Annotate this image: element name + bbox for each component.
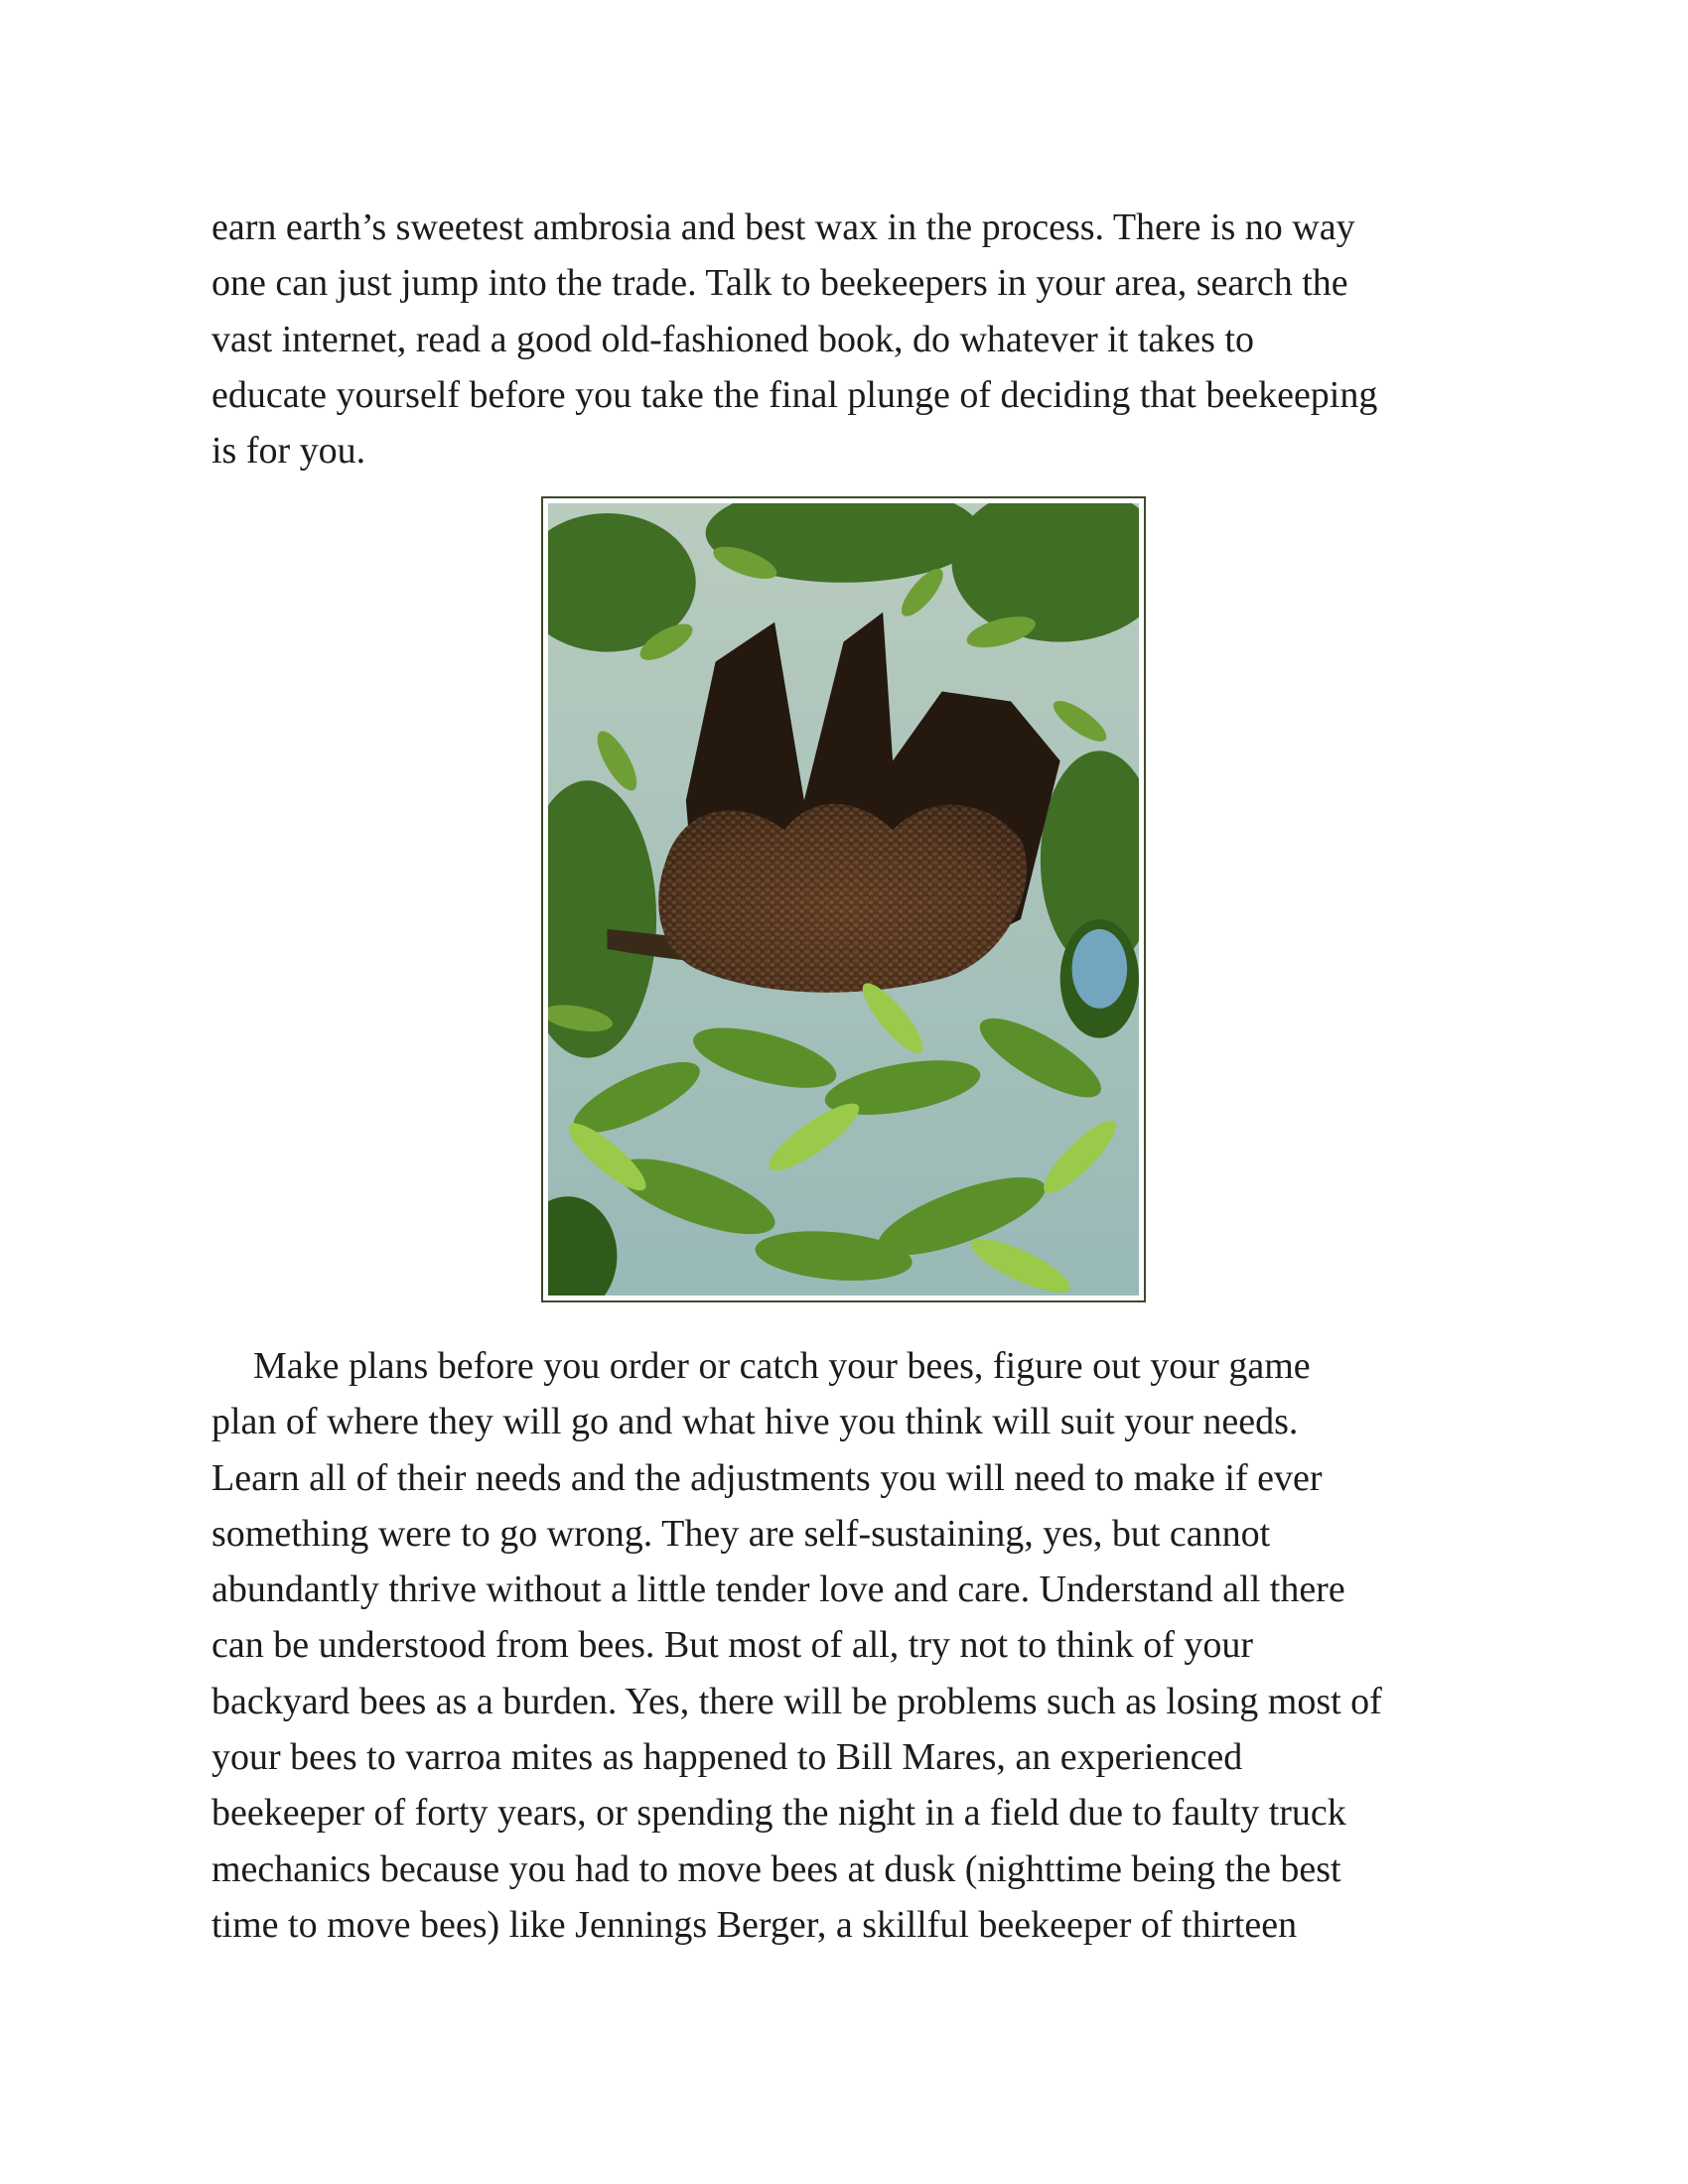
text-line: your bees to varroa mites as happened to Bill Mares, an experienced [211,1736,1243,1779]
text-line: plan of where they will go and what hive you think will suit your needs. [211,1401,1299,1443]
text-line: beekeeper of forty years, or spending the night in a field due to faulty truck [211,1792,1346,1835]
bee-swarm-photo [541,496,1146,1302]
paragraph-bottom [211,1338,1502,1953]
text-line: mechanics because you had to move bees at dusk (nighttime being the best [211,1847,1341,1890]
text-line: time to move bees) like Jennings Berger, a skillful beekeeper of thirteen [211,1903,1298,1946]
paragraph-top [211,200,1502,478]
text-line: backyard bees as a burden. Yes, there will be problems such as losing most of [211,1680,1382,1722]
text-line: is for you. [211,430,366,473]
text-line: can be understood from bees. But most of all, try not to think of your [211,1624,1254,1667]
bee-swarm-photo-image [548,503,1139,1296]
text-line: educate yourself before you take the final plunge of deciding that beekeeping [211,373,1378,416]
text-line: vast internet, read a good old-fashioned book, do whatever it takes to [211,318,1254,360]
paragraph-bottom-text [211,1338,1502,1953]
text-line: something were to go wrong. They are self-sustaining, yes, but cannot [211,1512,1271,1555]
text-line: Make plans before you order or catch your bees, figure out your game [253,1345,1311,1387]
text-line: one can just jump into the trade. Talk to beekeepers in your area, search the [211,262,1348,305]
text-line: abundantly thrive without a little tender love and care. Understand all there [211,1569,1345,1611]
text-line: earn earth’s sweetest ambrosia and best wax in the process. There is no way [211,206,1355,248]
paragraph-top-text [211,200,1502,478]
text-line: Learn all of their needs and the adjustments you will need to make if ever [211,1456,1323,1499]
